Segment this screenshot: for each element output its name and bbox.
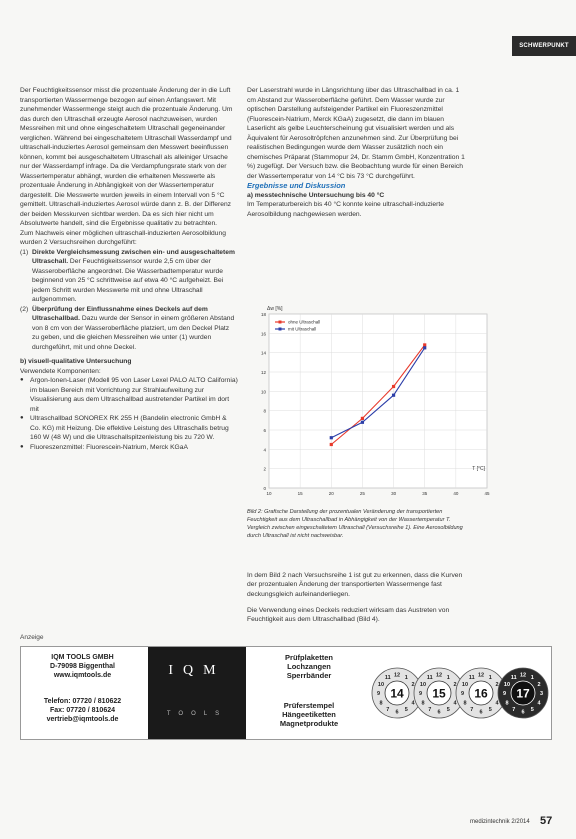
sticker-month: 7 — [512, 707, 516, 714]
sticker-month: 4 — [495, 700, 499, 707]
product-line: Hängeetiketten — [282, 710, 336, 719]
sticker-month: 10 — [461, 681, 469, 688]
list-item: ● Ultraschallbad SONOREX RK 255 H (Bandelin electronic GmbH & Co. KG) mit Heizung. Die effektive Leistung des Ultraschalls betrug 160 W (48 W) und die Ultraschallspitzenleistung bis zu 720 W. — [20, 414, 238, 443]
sticker-month: 10 — [503, 681, 511, 688]
legend-marker — [279, 321, 282, 324]
product-line: Lochzangen — [287, 662, 331, 671]
data-point — [392, 385, 395, 388]
x-tick-label: 25 — [359, 491, 365, 496]
sticker-month: 10 — [419, 681, 427, 688]
components-list — [20, 376, 238, 452]
page-number: 57 — [540, 815, 553, 827]
paragraph: Der Feuchtigkeitssensor misst die prozentuale Änderung der in die Luft transportierten Wassermenge bezogen auf einen Anfangswert. Mit zunehmender Wassermenge steigt auch die prozentuale Änderung. Um das durch den Ultraschall erzeugte Aerosol nachzuweisen, wurden Messreihen mit und ohne eingeschaltetem Ultraschall gegeneinander verglichen. Während bei eingeschaltetem Ultraschall Wasserdampf und ultraschall-induziertes Aerosol gemeinsam den Messwert beeinflussen können, kommt bei ausgeschaltetem Ultraschall als alleiniger Ursache nur der Wasserdampf infrage. Da die Verdampfungsrate stark von der Wassertemperatur abhängt, wurden die erhaltenen Messwerte als prozentuale Änderung in Abhängigkeit von der Wassertemperatur dargestellt. Die Messwerte wurden jeweils in einem Intervall von 5 °C gemittelt. Ultraschall-induziertes Aerosol würde dann z. B. der Differenz der beiden Messkurven sichtbar werden. Da es sich hier nicht um Absolutwerte handelt, sind die Ergebnisse qualitativ zu betrachten. — [20, 87, 233, 227]
sticker-month: 6 — [479, 709, 483, 716]
subheading: b) visuell-qualitative Untersuchung — [20, 358, 132, 365]
sticker-month: 2 — [495, 681, 499, 688]
temperature-chart — [247, 300, 497, 505]
sticker-month: 12 — [477, 672, 485, 679]
sticker-month: 1 — [446, 674, 450, 681]
y-tick-label: 16 — [260, 331, 266, 337]
data-point — [330, 436, 333, 439]
sticker-month: 5 — [404, 707, 408, 714]
advertisement[interactable] — [20, 646, 552, 740]
sticker-month: 1 — [404, 674, 408, 681]
data-point — [361, 421, 364, 424]
x-tick-label: 45 — [484, 491, 490, 496]
paragraph: Zum Nachweis einer möglichen ultraschall-induzierten Aerosolbildung wurden 2 Versuchsreihen durchgeführt: — [20, 229, 226, 246]
y-axis-label: Δw [%] — [267, 306, 283, 312]
y-tick-label: 8 — [263, 408, 266, 414]
list-item — [20, 305, 238, 353]
product-line: Magnetprodukte — [279, 719, 339, 728]
sticker-month: 11 — [384, 674, 391, 681]
sticker-month: 12 — [435, 672, 443, 679]
sticker-month: 4 — [453, 700, 457, 707]
sticker-month: 2 — [453, 681, 457, 688]
sticker-month: 9 — [418, 691, 423, 697]
journal-footer: medizintechnik 2/2014 — [470, 819, 530, 825]
y-tick-label: 2 — [263, 466, 266, 472]
paragraph: Verwendete Komponenten: — [20, 367, 101, 375]
inspection-stickers — [371, 649, 549, 737]
x-tick-label: 15 — [297, 491, 303, 496]
sticker-month: 11 — [426, 674, 433, 681]
ad-contact — [21, 647, 144, 739]
paragraph: In dem Bild 2 nach Versuchsreihe 1 ist gut zu erkennen, dass die Kurven der prozentualen Änderung der transportierten Wassermenge fast deckungsgleich aufeinanderliegen. — [247, 571, 463, 598]
list-text: Dazu wurde der Sensor in einem größeren Abstand von 8 cm von der Wasseroberfläche platziert, um den Deckel Platz zu geben, und die gleichen Messreihen wie unter (1) wurden durchgeführt, mit und ohne Deckel. — [32, 315, 235, 351]
sticker-month: 8 — [505, 700, 509, 707]
data-point — [392, 394, 395, 397]
logo-subtitle: TOOLS — [166, 711, 228, 717]
sticker-month: 10 — [377, 681, 385, 688]
list-text: Der Feuchtigkeitssensor wurde 2,5 cm über der Wasseroberfläche angeordnet. Die Wasserbadtemperatur wurde beginnend von 25 °C schrittweise auf etwa 40 °C aufgeheizt. Bei jedem Schritt wurden Messwerte mit und ohne Ultraschall aufgenommen. — [32, 258, 224, 303]
x-tick-label: 30 — [391, 491, 397, 496]
inspection-sticker — [498, 668, 548, 718]
section-tab: SCHWERPUNKT — [512, 36, 576, 56]
ad-phone: Telefon: 07720 / 810622 — [43, 698, 122, 705]
sticker-month: 12 — [393, 672, 401, 679]
y-tick-label: 0 — [263, 486, 266, 491]
ad-address: D-79098 Biggenthal — [50, 663, 115, 670]
sticker-month: 3 — [539, 691, 544, 697]
product-line: Sperrbänder — [286, 671, 332, 680]
sticker-month: 8 — [421, 700, 425, 707]
data-point — [330, 443, 333, 446]
sticker-year: 14 — [390, 686, 404, 701]
right-column-continued — [247, 564, 469, 632]
figure-caption: Bild 2: Grafische Darstellung der prozentualen Veränderung der transportierten Feuchtigkeit aus dem Ultraschallbad in Abhängigkeit von der Wassertemperatur T. Vergleich zwischen eingeschaltetem Ultraschall (Versuchsreihe 1). Eine Aerosolbildung durch Ultraschall ist nicht nachweisbar. — [247, 509, 463, 539]
legend-marker — [279, 328, 282, 331]
left-column — [20, 86, 238, 452]
sticker-year: 17 — [516, 686, 530, 701]
sticker-month: 6 — [521, 709, 525, 716]
right-column — [247, 86, 469, 219]
x-tick-label: 40 — [453, 491, 459, 496]
sticker-month: 12 — [519, 672, 527, 679]
sticker-month: 11 — [468, 674, 475, 681]
sticker-month: 5 — [530, 707, 534, 714]
sticker-month: 9 — [460, 691, 465, 697]
list-item: ● Fluoreszenzmittel: Fluorescein-Natrium, Merck KGaA — [20, 443, 238, 453]
x-tick-label: 10 — [266, 491, 272, 496]
ad-web[interactable]: www.iqmtools.de — [53, 672, 112, 679]
x-axis-label: T [°C] — [472, 466, 485, 472]
list-item — [20, 248, 238, 305]
sticker-month: 7 — [470, 707, 474, 714]
sticker-month: 4 — [411, 700, 415, 707]
paragraph: Im Temperaturbereich bis 40 °C konnte keine ultraschall-induzierte Aerosolbildung nachgewiesen werden. — [247, 201, 444, 218]
y-tick-label: 10 — [260, 389, 266, 395]
list-number: (1) — [20, 248, 29, 256]
plot-area — [269, 314, 487, 488]
y-tick-label: 4 — [263, 447, 266, 453]
y-tick-label: 18 — [260, 312, 266, 317]
ad-email[interactable]: vertrieb@iqmtools.de — [46, 716, 119, 723]
data-point — [361, 417, 364, 420]
sticker-year: 15 — [432, 686, 446, 701]
list-number: (2) — [20, 305, 29, 313]
x-tick-label: 20 — [328, 491, 334, 496]
section-title: Ergebnisse und Diskussion — [247, 181, 346, 190]
list-item: ● Argon-Ionen-Laser (Modell 95 von Laser Lexel PALO ALTO California) im blauen Bereich mit Vorrichtung zur Strahlaufweitung zur Visualisierung aus dem Ultraschallbad austretender Partikel im dort mit — [20, 376, 238, 414]
legend-label: ohne Ultraschall — [288, 319, 321, 325]
paragraph: Die Verwendung eines Deckels reduziert wirksam das Austreten von Feuchtigkeit aus dem Ultraschallbad (Bild 4). — [247, 606, 450, 624]
sticker-year: 16 — [474, 686, 488, 701]
sticker-month: 9 — [502, 691, 507, 697]
sticker-month: 1 — [530, 674, 534, 681]
logo-letters: IQM — [168, 663, 226, 678]
sticker-month: 2 — [411, 681, 415, 688]
sticker-month: 6 — [437, 709, 441, 716]
sticker-month: 8 — [379, 700, 383, 707]
paragraph: Der Laserstrahl wurde in Längsrichtung über das Ultraschallbad in ca. 1 cm Abstand zur Wasseroberfläche geführt. Dem Wasser wurde zur optischen Darstellung aufsteigender Partikel ein Fluoreszenzmittel (Fluorescein-Natrium, Merck KGaA) zugesetzt, die dann im blauen Laserlicht als gelbe Leuchterscheinung gut visualisiert werden und als Äquivalent für Aerosoltröpfchen anzunehmen sind. Zur Überprüfung bei realistischen Bedingungen wurde dem Wasser zusätzlich noch ein chemisches Präparat (Stammopur 24, Dr. Stamm GmbH, Konzentration 1 %) zugefügt. Der Versuch bzw. die Beobachtung wurde für einen Bereich der Wassertemperatur von 14 °C bis 73 °C durchgeführt. — [247, 87, 465, 180]
legend-label: mit Ultraschall — [288, 326, 317, 332]
subheading: a) messtechnische Untersuchung bis 40 °C — [247, 191, 385, 199]
data-point — [423, 343, 426, 346]
product-line: Prüferstempel — [283, 701, 335, 710]
y-tick-label: 6 — [263, 428, 266, 433]
sticker-month: 6 — [395, 709, 399, 716]
ad-logo — [148, 647, 246, 739]
sticker-month: 2 — [537, 681, 541, 688]
sticker-month: 5 — [488, 707, 492, 714]
sticker-month: 7 — [386, 707, 390, 714]
sticker-month: 11 — [510, 674, 517, 681]
sticker-month: 8 — [463, 700, 467, 707]
sticker-month: 7 — [428, 707, 432, 714]
sticker-month: 9 — [376, 691, 381, 697]
y-tick-label: 12 — [260, 370, 266, 375]
y-tick-label: 14 — [260, 350, 266, 356]
ad-fax: Fax: 07720 / 810624 — [50, 707, 115, 714]
ad-label: Anzeige — [20, 634, 44, 641]
list-heading: Direkte Vergleichsmessung zwischen ein- und ausgeschaltetem Ultraschall. — [32, 248, 235, 265]
data-point — [423, 346, 426, 349]
list-heading: Überprüfung der Einflussnahme eines Deckels auf dem Ultraschallbad. — [32, 305, 208, 322]
x-tick-label: 35 — [422, 491, 428, 496]
experiment-list — [20, 248, 238, 353]
sticker-month: 4 — [537, 700, 541, 707]
sticker-month: 5 — [446, 707, 450, 714]
sticker-month: 1 — [488, 674, 492, 681]
ad-products — [249, 647, 369, 739]
product-line: Prüfplaketten — [285, 653, 333, 662]
ad-company: IQM TOOLS GMBH — [51, 654, 114, 661]
